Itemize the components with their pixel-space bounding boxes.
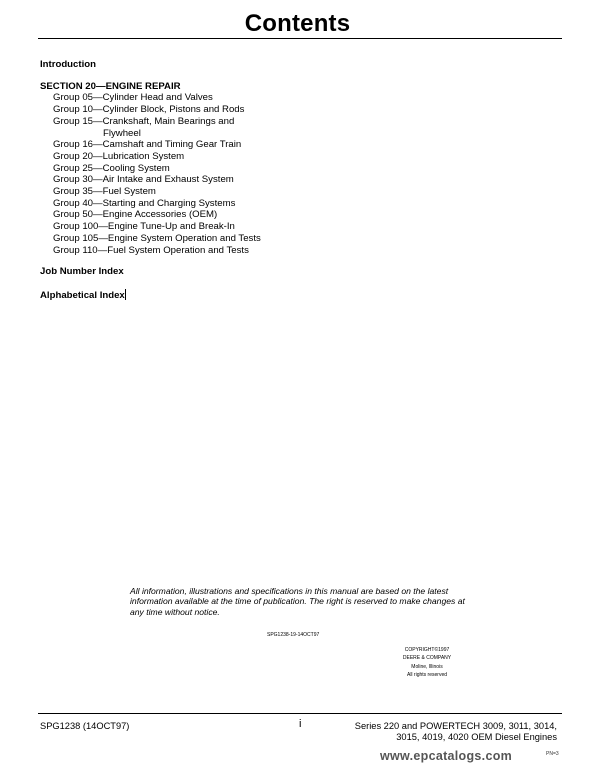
toc-group-item[interactable] xyxy=(40,198,440,210)
group-label: Group 50—Engine Accessories (OEM) xyxy=(53,209,218,221)
toc-group-item[interactable] xyxy=(40,221,440,233)
watermark-page-code: PN=3 xyxy=(546,751,559,757)
rights-reserved: All rights reserved xyxy=(406,671,447,678)
toc-group-item[interactable] xyxy=(40,139,440,151)
toc-group-item[interactable] xyxy=(40,245,440,257)
footer-series-title xyxy=(355,721,557,743)
copyright-block xyxy=(380,646,474,679)
toc-group-item[interactable] xyxy=(40,151,440,163)
group-label: Group 05—Cylinder Head and Valves xyxy=(53,92,213,104)
company-name: DEERE & COMPANY xyxy=(402,655,452,662)
group-label: Group 30—Air Intake and Exhaust System xyxy=(53,174,234,186)
title-divider xyxy=(38,38,562,39)
toc-group-item[interactable] xyxy=(40,92,440,104)
group-label: Group 10—Cylinder Block, Pistons and Rods xyxy=(53,104,245,116)
company-location: Moline, Illinois xyxy=(411,663,443,670)
toc-group-item[interactable] xyxy=(40,163,440,175)
group-label: Group 100—Engine Tune-Up and Break-In xyxy=(53,221,235,233)
footer-series-line: 3015, 4019, 4020 OEM Diesel Engines xyxy=(396,732,557,742)
copyright-line: COPYRIGHT©1997 xyxy=(404,647,450,653)
group-label: Group 25—Cooling System xyxy=(53,162,170,174)
toc-group-item[interactable] xyxy=(40,186,440,198)
toc-introduction-link[interactable]: Introduction xyxy=(40,59,96,70)
toc-alphabetical-index-row xyxy=(40,289,440,302)
toc-job-number-index-link[interactable]: Job Number Index xyxy=(40,266,124,278)
toc-group-item[interactable] xyxy=(40,116,440,139)
toc-group-item[interactable] xyxy=(40,233,440,245)
toc-group-item[interactable] xyxy=(40,174,440,186)
group-label: Group 110—Fuel System Operation and Tests xyxy=(53,244,249,256)
disclaimer-notice: All information, illustrations and specifications in this manual are based on the latest information available at the time of publication. The right is reserved to make changes at any time without notice. xyxy=(130,586,465,617)
toc-alphabetical-index-link[interactable]: Alphabetical Index xyxy=(40,289,125,301)
group-label: Group 40—Starting and Charging Systems xyxy=(53,197,236,209)
group-label: Group 35—Fuel System xyxy=(53,186,156,198)
page-title: Contents xyxy=(244,10,351,37)
footer-page-number: i xyxy=(299,718,302,730)
text-cursor xyxy=(125,289,126,300)
footer-series-line: Series 220 and POWERTECH 3009, 3011, 3014, xyxy=(354,721,557,731)
toc-group-item[interactable] xyxy=(40,104,440,116)
group-label: Group 20—Lubrication System xyxy=(53,150,185,162)
group-label: Group 15—Crankshaft, Main Bearings and xyxy=(53,115,235,127)
footer-document-id: SPG1238 (14OCT97) xyxy=(40,721,130,731)
toc-section-heading[interactable]: SECTION 20—ENGINE REPAIR xyxy=(40,80,181,92)
toc-group-item[interactable] xyxy=(40,209,440,221)
group-label-continuation: Flywheel xyxy=(103,127,141,139)
notice-code: SPG1238-19-14OCT97 xyxy=(267,632,320,638)
table-of-contents xyxy=(40,59,440,302)
watermark-url: www.epcatalogs.com xyxy=(380,749,513,763)
group-label: Group 16—Camshaft and Timing Gear Train xyxy=(53,139,242,151)
group-list xyxy=(40,92,440,256)
group-label: Group 105—Engine System Operation and Tests xyxy=(53,232,261,244)
footer-divider xyxy=(38,713,562,714)
